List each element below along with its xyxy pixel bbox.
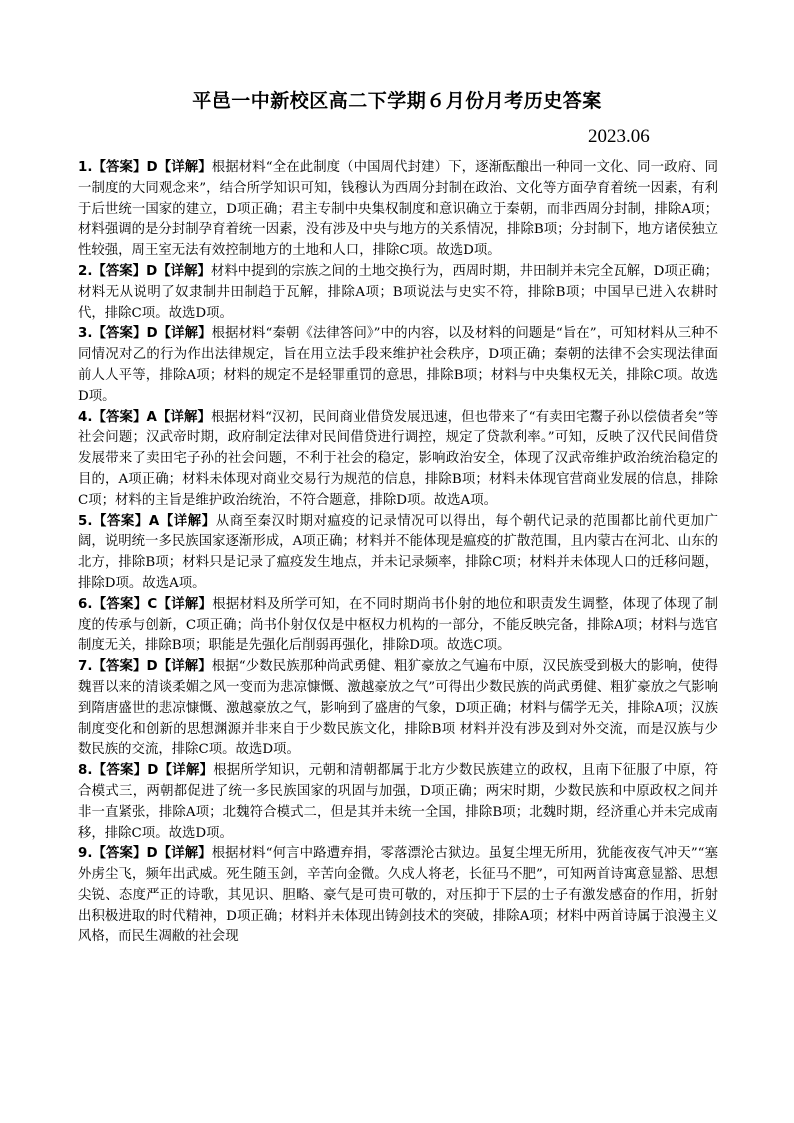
explanation-text: 从商至秦汉时期对瘟疫的记录情况可以得出，每个朝代记录的范围都比前代更加广阔，说明统一多民族国家逐渐形成，A项正确；材料并不能体现是瘟疫的扩散范围，且内蒙古在河北、山东的北方，排除B项；材料只是记录了瘟疫发生地点，并未记录频率，排除C项；材料并未体现人口的迁移问题，排除D项。故选A项。 — [78, 513, 719, 591]
question-number: 2. — [78, 263, 93, 279]
detail-tag: 【详解】 — [157, 326, 212, 342]
detail-tag: 【详解】 — [157, 263, 211, 279]
detail-tag: 【详解】 — [157, 160, 212, 175]
answer-tag: 【答案】 — [92, 326, 147, 342]
question-number: 3. — [78, 326, 93, 342]
question-number: 1. — [78, 160, 93, 175]
answer-tag: 【答案】 — [92, 846, 147, 862]
question-number: 5. — [78, 513, 93, 529]
answer-letter: D — [146, 263, 158, 279]
answer-item — [78, 512, 718, 595]
answer-tag: 【答案】 — [92, 596, 148, 612]
answer-letter: D — [147, 763, 159, 779]
detail-tag: 【详解】 — [157, 659, 212, 675]
document-title: 平邑一中新校区高二下学期６月份月考历史答案 — [192, 90, 602, 112]
answer-item — [78, 408, 718, 512]
answer-letter: D — [146, 160, 158, 175]
detail-tag: 【详解】 — [156, 409, 212, 425]
answer-letter: D — [146, 659, 158, 675]
answer-list — [78, 158, 718, 948]
explanation-text: 根据材料“汉初，民间商业借贷发展迅速，但也带来了“有卖田宅鬻子孙以偿债者矣”等社会问题；汉武帝时期，政府制定法律对民间借贷进行调控，规定了贷款利率。”可知，反映了汉代民间借贷发展带来了卖田宅子孙的社会问题，不利于社会的稳定，影响政治安全，体现了汉武帝维护政治统治稳定的目的，A项正确；材料未体现对商业交易行为规范的信息，排除B项；材料未体现官营商业发展的信息，排除C项；材料的主旨是维护政治统治，不符合题意，排除D项。故选A项。 — [78, 409, 719, 508]
answer-item — [78, 324, 718, 407]
question-number: 9. — [78, 846, 93, 862]
answer-item — [78, 158, 718, 262]
detail-tag: 【详解】 — [158, 763, 214, 779]
answer-item — [78, 262, 718, 324]
answer-tag: 【答案】 — [92, 263, 147, 279]
answer-letter: C — [147, 596, 158, 612]
question-number: 4. — [78, 409, 93, 425]
answer-item — [78, 844, 718, 948]
answer-item — [78, 761, 718, 844]
answer-letter: D — [146, 846, 158, 862]
explanation-text: 根据材料“秦朝《法律答问》”中的内容，以及材料的问题是“旨在”，可知材料从三种不同情况对乙的行为作出法律规定，旨在用立法手段来维护社会秩序，D项正确；秦朝的法律不会实现法律面前人人平等，排除A项；材料的规定不是轻罪重罚的意思，排除B项；材料与中央集权无关，排除C项。故选D项。 — [78, 326, 718, 404]
answer-tag: 【答案】 — [92, 513, 149, 529]
detail-tag: 【详解】 — [157, 596, 213, 612]
answer-item — [78, 657, 718, 761]
answer-item — [78, 595, 718, 657]
explanation-text: 根据材料及所学可知，在不同时期尚书仆射的地位和职责发生调整，体现了体现了制度的传承与创新，C项正确；尚书仆射仅仅是中枢权力机构的一部分，不能反映完备，排除A项；材料与选官制度无关，排除B项；职能是先强化后削弱再强化，排除D项。故选C项。 — [78, 596, 719, 654]
answer-letter: A — [146, 409, 157, 425]
question-number: 6. — [78, 596, 93, 612]
detail-tag: 【详解】 — [159, 513, 216, 529]
answer-tag: 【答案】 — [92, 659, 147, 675]
answer-tag: 【答案】 — [92, 409, 147, 425]
answer-letter: D — [146, 326, 158, 342]
explanation-text: 材料中提到的宗族之间的土地交换行为，西周时期，井田制并未完全瓦解，D项正确；材料无从说明了奴隶制井田制趋于瓦解，排除A项；B项说法与史实不符，排除B项；中国早已进入农耕时代，排除C项。故选D项。 — [78, 263, 719, 321]
answer-letter: A — [148, 513, 160, 529]
question-number: 7. — [78, 659, 93, 675]
explanation-text: 根据所学知识，元朝和清朝都属于北方少数民族建立的政权，且南下征服了中原，符合模式三，两朝都促进了统一多民族国家的巩固与加强，D项正确；两宋时期，少数民族和中原政权之间并非一直紧张，排除A项；北魏符合模式二，但是其并未统一全国，排除B项；北魏时期，经济重心并未完成南移，排除C项。故选D项。 — [78, 763, 719, 841]
explanation-text: 根据“少数民族那种尚武勇健、粗犷豪放之气遍布中原，汉民族受到极大的影响，使得魏晋以来的清谈柔媚之风一变而为悲凉慷慨、激越豪放之气”可得出少数民族的尚武勇健、粗犷豪放之气影响到隋唐盛世的悲凉慷慨、激越豪放之气，影响到了盛唐的气象，D项正确；材料与儒学无关，排除A项；汉族制度变化和创新的思想渊源并非来自于少数民族文化，排除B项 材料并没有涉及到对外交流，而是汉族与少数民族的交流，排除C项。故选D项。 — [78, 659, 719, 758]
answer-tag: 【答案】 — [92, 763, 148, 779]
detail-tag: 【详解】 — [157, 846, 212, 862]
document-date: 2023.06 — [588, 126, 650, 147]
question-number: 8. — [78, 763, 93, 779]
explanation-text: 根据材料“全在此制度（中国周代封建）下，逐渐酝酿出一种同一文化、同一政府、同一制度的大同观念来”，结合所学知识可知，钱穆认为西周分封制在政治、文化等方面孕育着统一因素，有利于后世统一国家的建立，D项正确；君主专制中央集权制度和意识确立于秦朝，而非西周分封制，排除A项；材料强调的是分封制孕育着统一因素，没有涉及中央与地方的关系情况，排除B项；分封制下，地方诸侯独立性较强，周王室无法有效控制地方的土地和人口，排除C项。故选D项。 — [78, 160, 719, 259]
explanation-text: 根据材料“何言中路遭弃捐，零落漂沦古狱边。虽复尘埋无所用，犹能夜夜气冲天”“塞外虏尘飞，频年出武威。死生随玉剑，辛苦向金微。久戍人将老，长征马不肥”，可知两首诗寓意显豁、思想尖锐、态度严正的诗歌，其见识、胆略、豪气是可贵可敬的，对压抑于下层的士子有激发感奋的作用，折射出积极进取的时代精神，D项正确；材料并未体现出铸剑技术的突破，排除A项；材料中两首诗属于浪漫主义风格，而民生凋敝的社会现 — [78, 846, 719, 945]
answer-tag: 【答案】 — [92, 160, 147, 175]
